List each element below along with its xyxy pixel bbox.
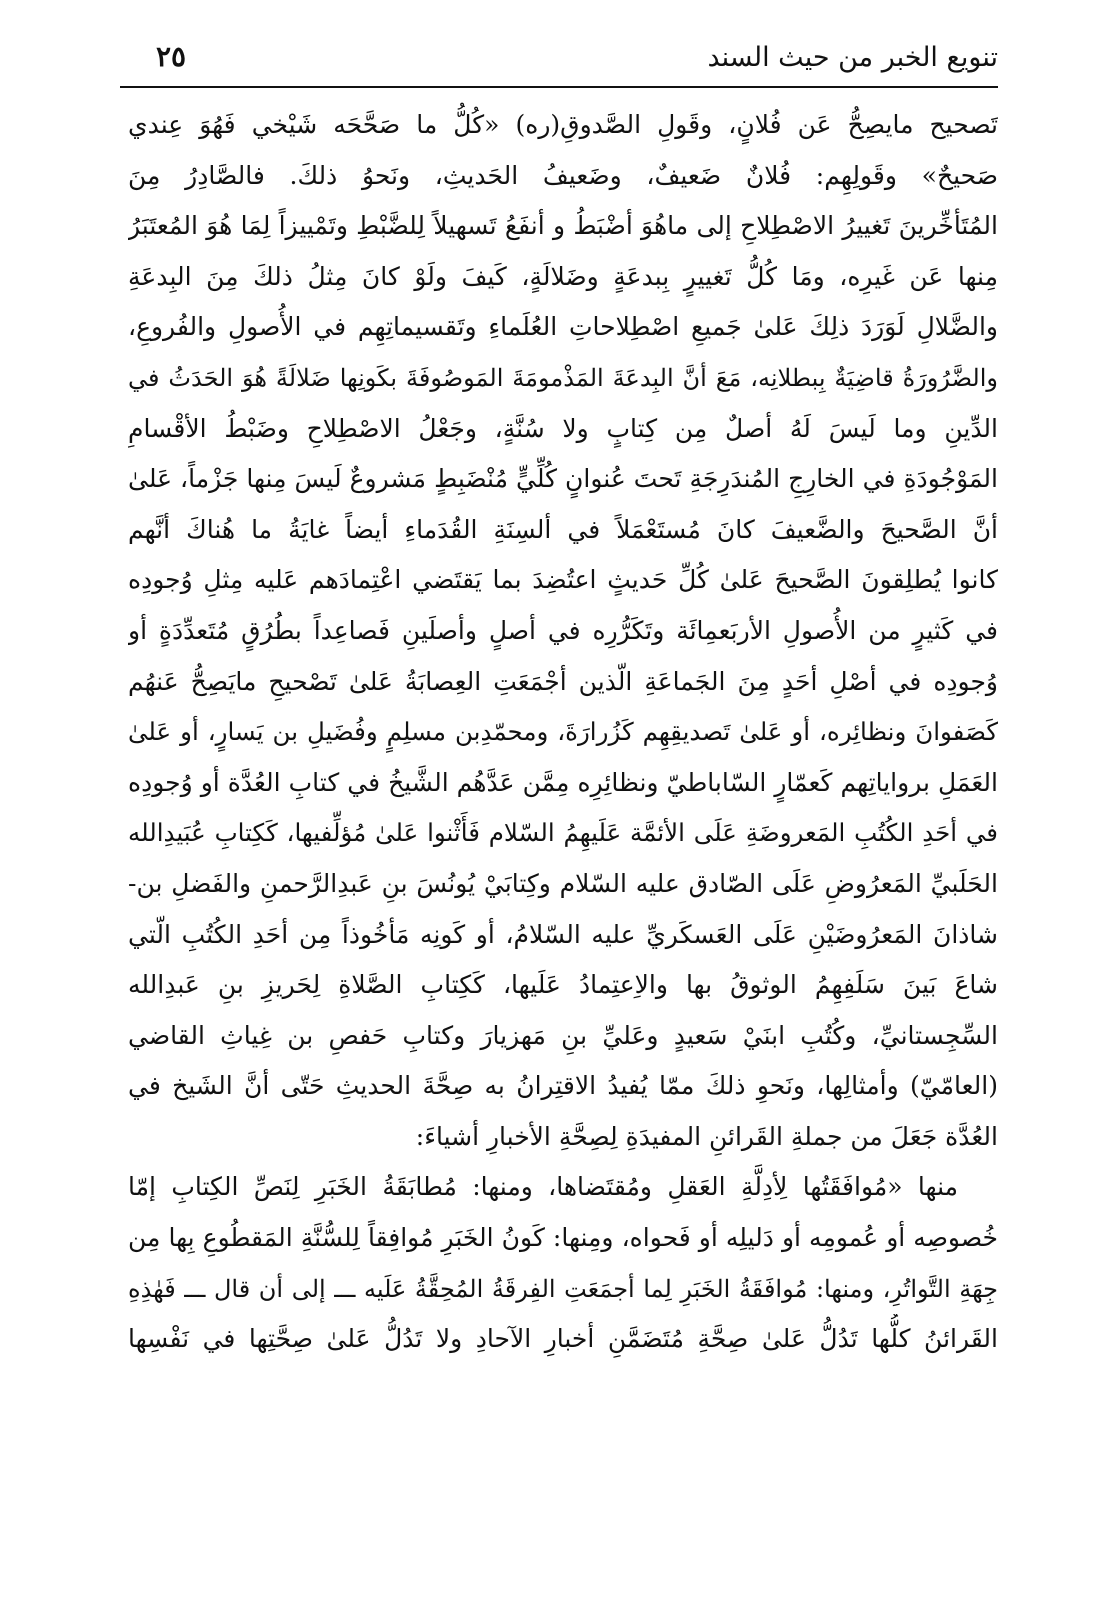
text-line: شاعَ بَينَ سَلَفِهِمُ الوثوقُ بها والاِعتِمادُ عَلَيها، كَكِتابِ الصَّلاةِ لِحَريزِ بنِ عَبدِالله (128, 970, 998, 1000)
paragraph-2 (128, 1162, 998, 1364)
header-rule (120, 86, 998, 88)
body-text (128, 100, 998, 1530)
page-header (120, 38, 998, 86)
text-line: المَوْجُودَةِ في الخارِجِ المُندَرِجَةِ تَحتَ عُنوانٍ كُلِّيٍّ مُنْضَبِطٍ مَشروعٌ لَيسَ مِنها جَزْماً، عَلىٰ (128, 464, 998, 494)
text-line: في كَثيرٍ من الأُصولِ الأربَعمِائَة وتَكَرُّرِه في أصلٍ وأصلَينِ فَصاعِداً بطُرُقٍ مُتَعدِّدَةٍ أو (128, 615, 998, 645)
text-line: الدِّينِ وما لَيسَ لَهُ أصلٌ مِن كِتابٍ ولا سُنَّةٍ، وجَعْلُ الاصْطِلاحِ وضَبْطُ الأقْسامِ (128, 413, 998, 443)
text-line: المُتَأخِّرينَ تَغييرُ الاصْطِلاحِ إلى ماهُوَ أضْبَطُ و أنفَعُ تَسهيلاً لِلضَّبْطِ وتَمْييزاً لِمَا هُوَ المُعتَبَرُ (128, 211, 998, 241)
text-line: في أحَدِ الكُتُبِ المَعروضَةِ عَلَى الأئمَّة عَلَيهِمُ السّلام فَأَثْنوا عَلىٰ مُؤلِّفيها، كَكِتابِ عُبَيدِالله (128, 818, 998, 848)
text-line: خُصوصِه أو عُمومِه أو دَليلِه أو فَحواه، ومِنها: كَونُ الخَبَرِ مُوافِقاً لِلسُّنَّةِ المَقطُوعِ بِها مِن (128, 1223, 998, 1253)
text-line: والضَّلالِ لَوَرَدَ ذلِكَ عَلىٰ جَميعِ اصْطِلاحاتِ العُلَماءِ وتَقسيماتِهِم في الأُصولِ والفُروعِ، (128, 312, 998, 342)
text-line: وُجودِه في أصْلِ أحَدٍ مِنَ الجَماعَةِ الّذين أجْمَعَتِ العِصابَةُ عَلىٰ تَصْحيحِ مايَصِحُّ عَنهُم (128, 666, 998, 696)
text-line: القَرائنُ كلُّها تَدُلُّ عَلىٰ صِحَّةِ مُتَضَمَّنِ أخبارِ الآحادِ ولا تَدُلُّ عَلىٰ صِحَّتِها في نَفْسِها (128, 1324, 998, 1354)
text-line: مِنها عَن غَيرِه، ومَا كُلُّ تَغييرٍ بِبدعَةٍ وضَلالَةٍ، كَيفَ ولَوْ كانَ مِثلُ ذلكَ مِنَ البِدعَةِ (128, 261, 998, 291)
paragraph-1 (128, 100, 998, 1162)
text-line: كانوا يُطلِقونَ الصَّحيحَ عَلىٰ كُلِّ حَديثٍ اعتُضِدَ بما يَقتَضي اعْتِمادَهم عَليه مِثلِ وُجودِه (128, 565, 998, 595)
text-line: الحَلَبيِّ المَعرُوضِ عَلَى الصّادق عليه السّلام وكِتابَيْ يُونُسَ بنِ عَبدِالرَّحمنِ والفَضلِ بن- (128, 868, 998, 898)
text-line: كَصَفوانَ ونظائِره، أو عَلىٰ تَصديقِهِم كَزُرارَةَ، ومحمّدِبن مسلِمٍ وفُضَيلِ بن يَسارٍ، أو عَلىٰ (128, 717, 998, 747)
text-line: (العامّيّ) وأمثالِها، ونَحوِ ذلكَ ممّا يُفيدُ الاقتِرانُ به صِحَّةَ الحديثِ حَتّى أنَّ الشَيخ في (128, 1071, 998, 1101)
text-line: منها «مُوافَقَتُها لِأدِلَّةِ العَقلِ ومُقتَضاها، ومنها: مُطابَقَةُ الخَبَرِ لِنَصِّ الكِتابِ إمّا (128, 1172, 958, 1202)
text-line: تَصحيح مايصِحُّ عَن فُلانٍ، وقَولِ الصَّدوقِ(ره) «كُلُّ ما صَحَّحَه شَيْخي فَهُوَ عِندي (128, 110, 998, 139)
running-title: تنويع الخبر من حيث السند (707, 42, 998, 73)
text-line: السِّجِستانيِّ، وكُتُبِ ابنَيْ سَعيدٍ وعَليِّ بنِ مَهزيارَ وكتابِ حَفصِ بن غِياثِ القاضي (128, 1020, 998, 1050)
text-line: العَمَلِ برواياتِهم كَعمّارٍ السّاباطيّ ونظائِرِه مِمَّن عَدَّهُم الشَّيخُ في كتابِ العُدَّة أو وُجودِه (128, 767, 998, 797)
text-line: والضَّرُورَةُ قاضِيَةٌ بِبطلانِه، مَعَ أنَّ البِدعَةَ المَذْمومَةَ المَوصُوفَةَ بكَونِها ضَلالَةً هُوَ الحَدَثُ في (128, 363, 998, 392)
text-line: العُدَّة جَعَلَ من جملةِ القَرائنِ المفيدَةِ لِصِحَّةِ الأخبارِ أشياءَ: (415, 1121, 998, 1151)
text-line: جِهَةِ التَّواتُرِ، ومنها: مُوافَقَةُ الخَبَرِ لِما أجمَعَتِ الفِرقَةُ المُحِقَّةُ عَلَيه ـــ إلى أن قال ـــ فَهٰذِهِ (128, 1274, 998, 1303)
text-line: شاذانَ المَعرُوضَيْنِ عَلَى العَسكَريِّ عليه السّلامُ، أو كَونِه مَأخُوذاً مِن أحَدِ الكُتُبِ الّتي (128, 919, 998, 949)
text-line: أنَّ الصَّحيحَ والضَّعيفَ كانَ مُستَعْمَلاً في ألسِنَةِ القُدَماءِ أيضاً غايَةُ ما هُناكَ أنَّهم (128, 514, 998, 544)
text-line: صَحيحٌ» وقَولِهِم: فُلانٌ ضَعيفٌ، وضَعيفُ الحَديثِ، ونَحوُ ذلكَ. فالصَّادِرُ مِنَ (128, 160, 998, 190)
page-number: ٢٥ (156, 40, 187, 73)
